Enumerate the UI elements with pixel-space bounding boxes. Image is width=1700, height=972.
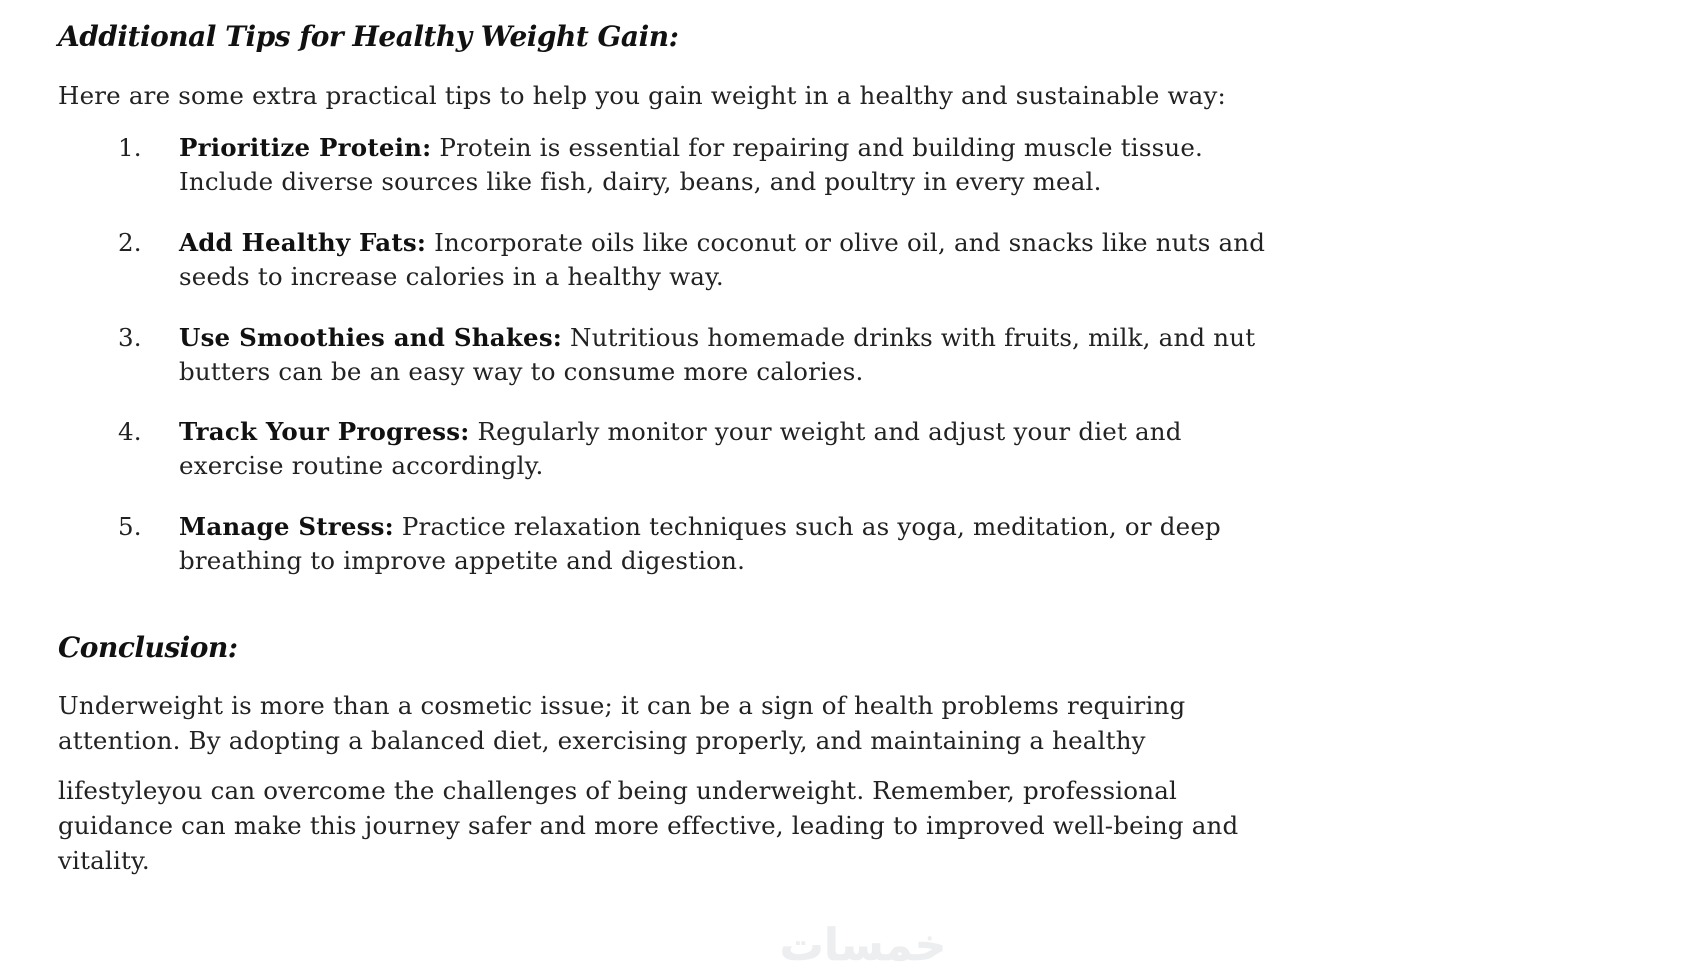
- tip-line: [179, 415, 1699, 449]
- tip-number: 4.: [118, 417, 142, 446]
- conclusion-line: Underweight is more than a cosmetic issue; it can be a sign of health problems requiring: [58, 691, 1186, 720]
- tip-text: Protein is essential for repairing and building muscle tissue.: [431, 133, 1204, 162]
- tip-text: Incorporate oils like coconut or olive oil, and snacks like nuts and: [426, 228, 1266, 257]
- tips-heading: Additional Tips for Healthy Weight Gain:: [58, 20, 679, 53]
- tip-text-continued: breathing to improve appetite and digestion.: [179, 546, 746, 575]
- tip-text: Nutritious homemade drinks with fruits, milk, and nut: [562, 323, 1256, 352]
- conclusion-heading: Conclusion:: [58, 631, 238, 664]
- tip-body: [179, 415, 1699, 483]
- conclusion-paragraph-1: [58, 688, 1658, 758]
- tip-body: [179, 131, 1699, 199]
- tip-number: 2.: [118, 228, 142, 257]
- conclusion-paragraph-2: [58, 773, 1658, 878]
- svg-text:خمسات: خمسات: [779, 920, 947, 971]
- tip-line: [179, 510, 1699, 544]
- tip-text: Practice relaxation techniques such as yoga, meditation, or deep: [393, 512, 1221, 541]
- tip-number: 1.: [118, 133, 142, 162]
- tip-text: Regularly monitor your weight and adjust your diet and: [469, 417, 1182, 446]
- tip-body: [179, 510, 1699, 578]
- tip-title: Add Healthy Fats:: [179, 228, 427, 257]
- tip-body: [179, 226, 1699, 294]
- tip-text-continued: butters can be an easy way to consume more calories.: [179, 357, 864, 386]
- tip-title: Track Your Progress:: [179, 417, 470, 446]
- tips-intro: Here are some extra practical tips to help you gain weight in a healthy and sustainable way:: [58, 81, 1226, 110]
- tip-line: [179, 131, 1699, 165]
- tip-line: [179, 321, 1699, 355]
- tip-text-continued: exercise routine accordingly.: [179, 451, 544, 480]
- conclusion-line: vitality.: [58, 846, 150, 875]
- conclusion-line: attention. By adopting a balanced diet, exercising properly, and maintaining a healthy: [58, 726, 1146, 755]
- tip-text-continued: Include diverse sources like fish, dairy, beans, and poultry in every meal.: [179, 167, 1102, 196]
- tip-number: 3.: [118, 323, 142, 352]
- tip-title: Prioritize Protein:: [179, 133, 432, 162]
- tip-title: Use Smoothies and Shakes:: [179, 323, 563, 352]
- khamsat-watermark-logo: [758, 912, 968, 972]
- tip-body: [179, 321, 1699, 389]
- tip-line: [179, 226, 1699, 260]
- conclusion-line: lifestyleyou can overcome the challenges of being underweight. Remember, professional: [58, 776, 1178, 805]
- tip-title: Manage Stress:: [179, 512, 394, 541]
- tip-text-continued: seeds to increase calories in a healthy way.: [179, 262, 724, 291]
- conclusion-line: guidance can make this journey safer and more effective, leading to improved well-being and: [58, 811, 1239, 840]
- tip-number: 5.: [118, 512, 142, 541]
